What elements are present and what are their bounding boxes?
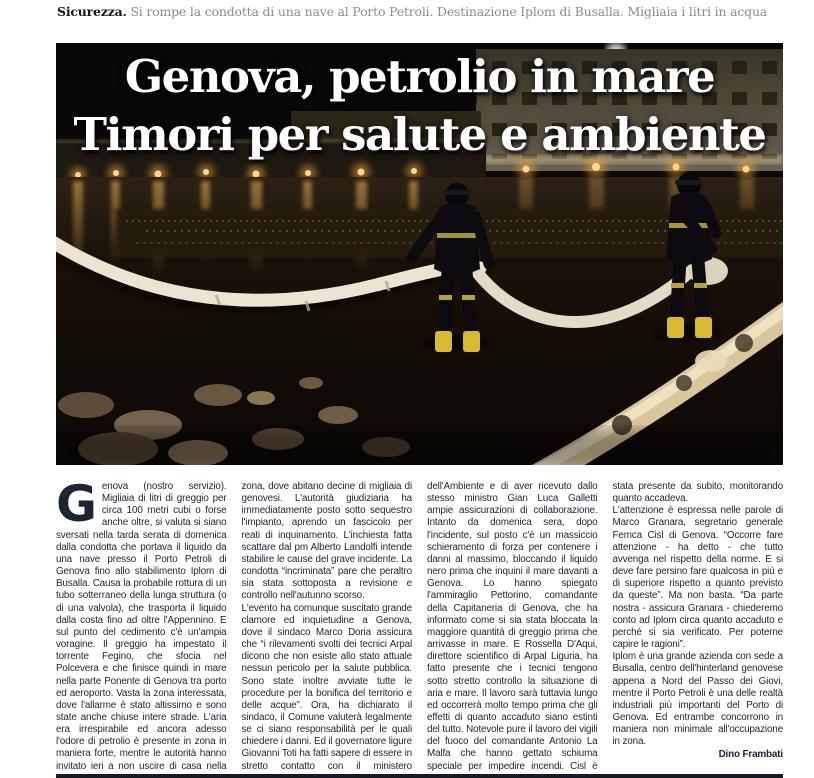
article-body bbox=[56, 481, 783, 773]
paragraph-4: Iplom è una grande azienda con sede a Busalla, centro dell'hinterland genovese appena a Nord del Passo dei Giovi, mentre il Porto Petroli è una delle realtà industriali più importanti del Porto di Genova. Ed entrambe concorrono in maniera non minimale all'occupazione in zona. bbox=[612, 651, 783, 748]
headline-line-2: Timori per salute e ambiente bbox=[73, 108, 766, 161]
bottom-rule bbox=[56, 774, 783, 778]
paragraph-2: L'evento ha comunque suscitato grande clamore ed inquietudine a Genova, dove il sindaco Marco Doria assicura che “i rilevamenti svolti dei tecnici Arpal dicono che non esiste allo stato attuale nessun pericolo per la salute pubblica. Sono state inoltre avviate tutte le procedure per la bonifica del territorio e delle acque”. Ora, ha dichiarato il sindaco, il Comune valuterà legalmente se ci siano responsabilità per le quali chiedere i danni. Ed il governatore ligure Giovanni Toti ha fatti sapere di essere in stretto contatto con il ministero dell'Ambiente e di aver ricevuto dallo stesso ministro Gian Luca Galletti ampie assicurazioni di collaborazione. Intanto da domenica sera, dopo l'incidente, sul posto c'è un massiccio schieramento di forza per contenere i danni al massimo, bloccando il liquido nero prima che inquini il mare davanti a Genova. Lo hanno spiegato l'ammiraglio Pettorino, comandante della Capitaneria di Genova, che ha informato come si sia stata bloccata la maggiore quantità di greggio prima che arrivasse in mare. E Rossella D'Aqui, direttore scientifico di Arpal Liguria, ha fatto presente che i tecnici tengono sotto stretto controllo la situazione di aria e mare. Il lavoro sarà tuttavia lungo ed occorrerà molto tempo prima che gli effetti di quanto accaduto siano estinti del tutto. Notevole pure il lavoro dei vigili del fuoco del comandante Antonio La Malfa che hanno gettato schiuma speciale per impedire incendi. Cisl è stata presente da subito, monitorando quanto accadeva. bbox=[241, 481, 783, 772]
byline: Dino Frambati bbox=[718, 749, 783, 761]
kicker-section-label: Sicurezza. bbox=[57, 4, 127, 19]
drop-cap: G bbox=[56, 481, 97, 533]
photo-vignette bbox=[56, 429, 783, 465]
article-photo bbox=[56, 43, 783, 465]
paragraph-1-text: enova (nostro servizio). Migliaia di litri di greggio per circa 100 metri cubi o forse anche oltre, si valuta si siano sversati nella tarda serata di domenica dalla condotta che portava il liquido da una nave presso il Porto Petroli di Genova fino allo stabilimento Iplom di Busalla. Causa la probabile rottura di un tubo sotterraneo della lunga struttura (o di una valvola), che trasporta il liquido dalla costa fino ad oltre l'Appennino. E sul punto del cedimento c'è un'ampia voragine. Il greggio ha impestato il torrente Fegino, che sfocia nel Polcevera e che finisce quindi in mare nella parte Ponente di Genova tra porto ed aeroporto. Vasta la zona interessata, dove l'allarme è stato altissimo e sono state anche chiuse intere strade. L'aria era irrespirabile ed ancora adesso l'odore di petrolio è presente in zona in maniera forte, mentre le autorità hanno invitato ieri a non uscire di casa nella zona, dove abitano decine di migliaia di genovesi. L'autorità giudiziaria ha immediatamente posto sotto sequestro l'impianto, aprendo un fascicolo per reati di inquinamento. L'inchiesta fatta scattare dal pm Alberto Landolfi intende stabilire le cause del grave incidente. La condotta “incriminata” pare che peraltro sia stata sottoposta a revisione e controllo nell'autunno scorso. bbox=[56, 481, 412, 772]
kicker bbox=[57, 4, 797, 20]
headline bbox=[56, 48, 783, 164]
kicker-text: Si rompe la condotta di una nave al Porto Petroli. Destinazione Iplom di Busalla. Migliaia i litri in acqua bbox=[126, 4, 768, 19]
headline-line-1: Genova, petrolio in mare bbox=[124, 50, 715, 103]
paragraph-3: L'attenzione è espressa nelle parole di Marco Granara, segretario generale Femca Cisl di Genova. “Occorre fare attenzione - ha detto - che tutto avvenga nel rispetto della norme. E si deve fare persino fare qualcosa in più e di superiore rispetto a quanto previsto da queste”. Ma non basta. “Da parte nostra - assicura Granara - chiederemo conto ad Iplom circa quanto accaduto e perché si sia verificato. Per poterne capire le ragioni”. bbox=[612, 505, 783, 651]
